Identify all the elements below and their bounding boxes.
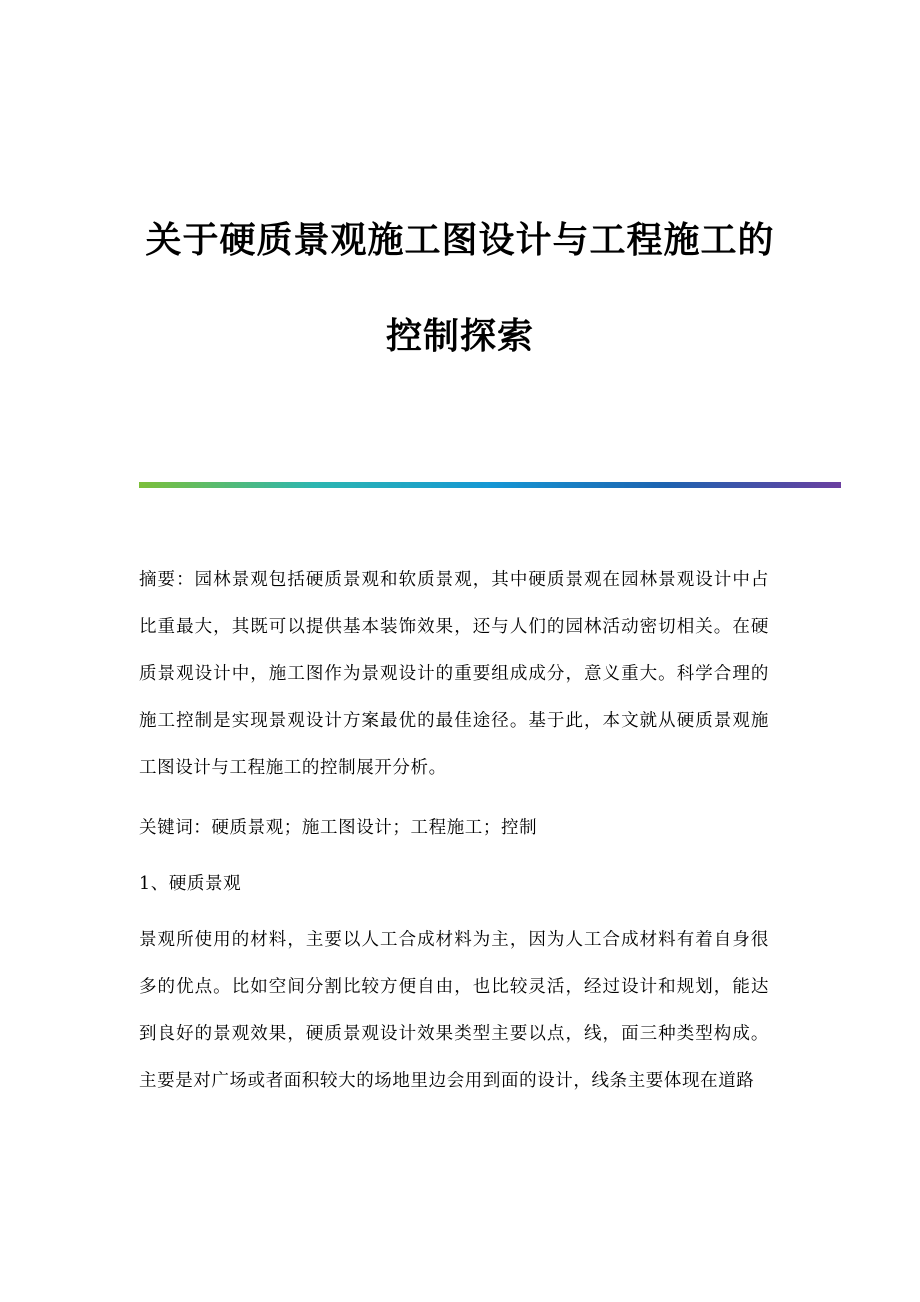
abstract-paragraph: 摘要：园林景观包括硬质景观和软质景观，其中硬质景观在园林景观设计中占比重最大，其既可以提供基本装饰效果，还与人们的园林活动密切相关。在硬质景观设计中，施工图作为景观设计的重要组成成分，意义重大。科学合理的施工控制是实现景观设计方案最优的最佳途径。基于此，本文就从硬质景观施工图设计与工程施工的控制展开分析。 bbox=[139, 570, 769, 778]
document-title-line-1: 关于硬质景观施工图设计与工程施工的 bbox=[145, 219, 775, 261]
document-title-line-2: 控制探索 bbox=[385, 315, 534, 357]
gradient-divider bbox=[139, 482, 841, 488]
section-heading-1: 1、硬质景观 bbox=[139, 874, 242, 894]
section-1-paragraph: 景观所使用的材料，主要以人工合成材料为主，因为人工合成材料有着自身很多的优点。比如空间分割比较方便自由，也比较灵活，经过设计和规划，能达到良好的景观效果，硬质景观设计效果类型主要以点，线，面三种类型构成。主要是对广场或者面积较大的场地里边会用到面的设计，线条主要体现在道路 bbox=[139, 930, 769, 1091]
keywords-line: 关键词：硬质景观；施工图设计；工程施工；控制 bbox=[139, 818, 538, 838]
